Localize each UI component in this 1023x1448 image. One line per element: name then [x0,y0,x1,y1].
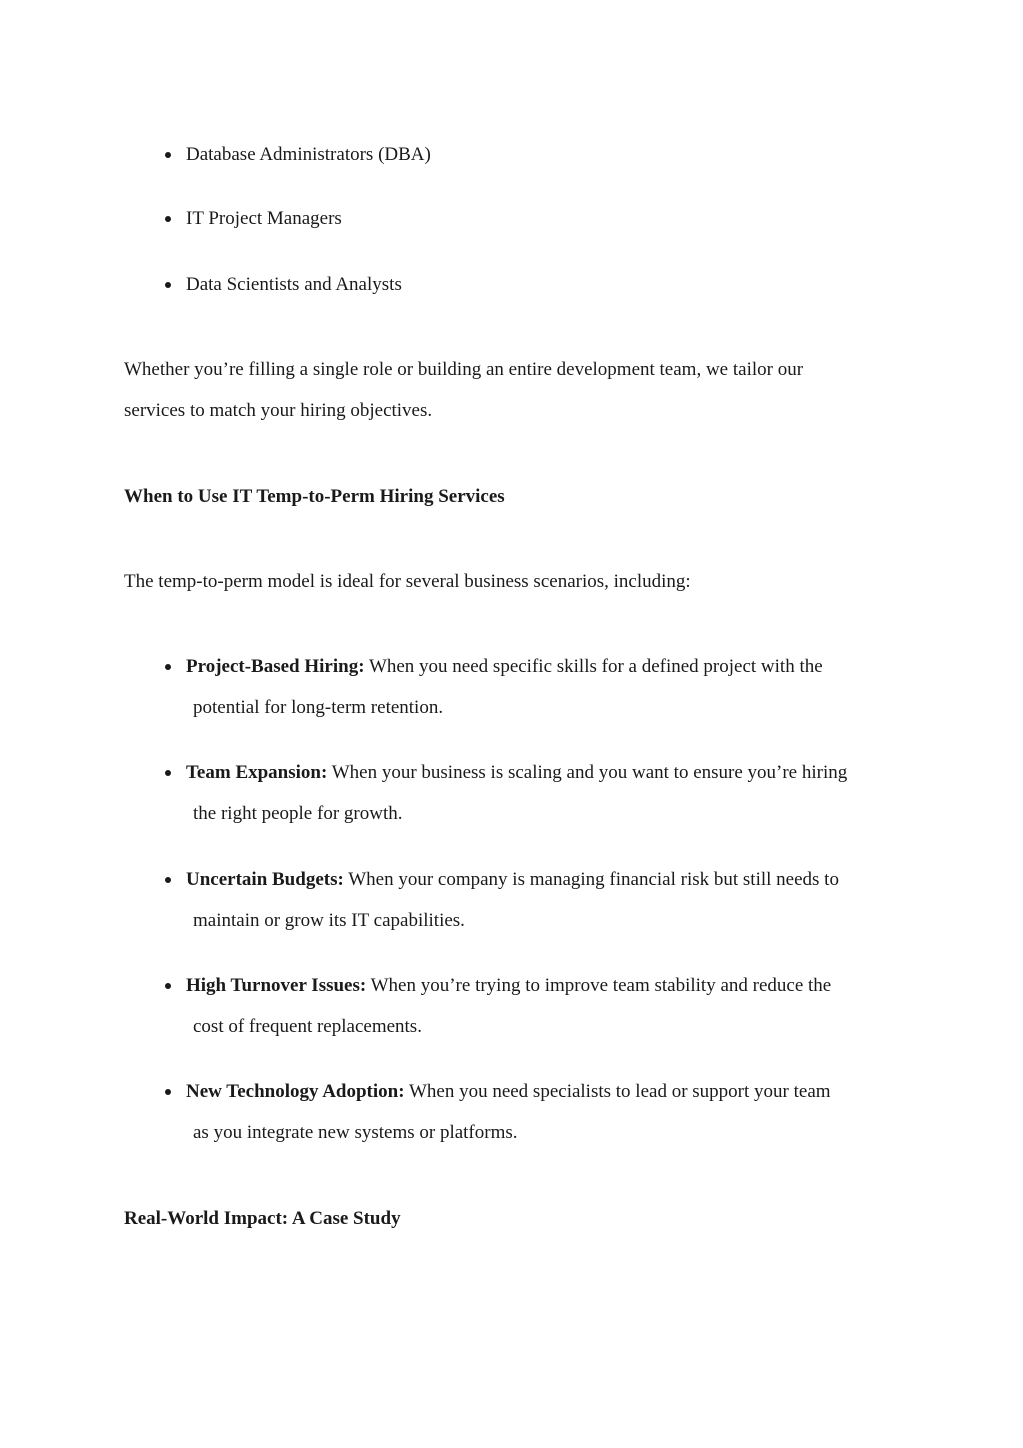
list-item [186,1082,831,1101]
list-item-continuation: the right people for growth. [193,803,403,824]
list-item [186,657,823,676]
list-item-term: Project-Based Hiring: [186,656,365,677]
bullet-icon [165,877,171,883]
section-heading: When to Use IT Temp-to-Perm Hiring Services [124,486,505,507]
bullet-icon [165,770,171,776]
list-item: Data Scientists and Analysts [186,274,402,295]
list-item: Database Administrators (DBA) [186,144,431,165]
paragraph-line: services to match your hiring objectives. [124,400,433,421]
bullet-icon [165,983,171,989]
list-item [186,976,831,995]
list-item-continuation: maintain or grow its IT capabilities. [193,910,465,931]
section-intro: The temp-to-perm model is ideal for several business scenarios, including: [124,571,691,592]
list-item [186,870,839,889]
case-study-heading: Real-World Impact: A Case Study [124,1208,401,1229]
list-item-term: High Turnover Issues: [186,975,367,996]
paragraph-line: Whether you’re filling a single role or building an entire development team, we tailor our [124,359,804,380]
list-item-term: Team Expansion: [186,762,328,783]
bullet-icon [165,282,171,288]
bullet-icon [165,664,171,670]
list-item: IT Project Managers [186,208,342,229]
list-item-text: When your company is managing financial risk but still needs to [343,869,839,890]
bullet-icon [165,1089,171,1095]
bullet-icon [165,216,171,222]
list-item-text: When your business is scaling and you want to ensure you’re hiring [327,762,848,783]
list-item-continuation: potential for long-term retention. [193,697,444,718]
list-item-text: When you’re trying to improve team stability and reduce the [366,975,832,996]
list-item-continuation: as you integrate new systems or platforms. [193,1122,518,1143]
list-item-text: When you need specialists to lead or support your team [404,1081,831,1102]
list-item [186,763,847,782]
bullet-icon [165,152,171,158]
list-item-text: When you need specific skills for a defined project with the [364,656,823,677]
list-item-term: Uncertain Budgets: [186,869,344,890]
list-item-continuation: cost of frequent replacements. [193,1016,422,1037]
list-item-term: New Technology Adoption: [186,1081,405,1102]
